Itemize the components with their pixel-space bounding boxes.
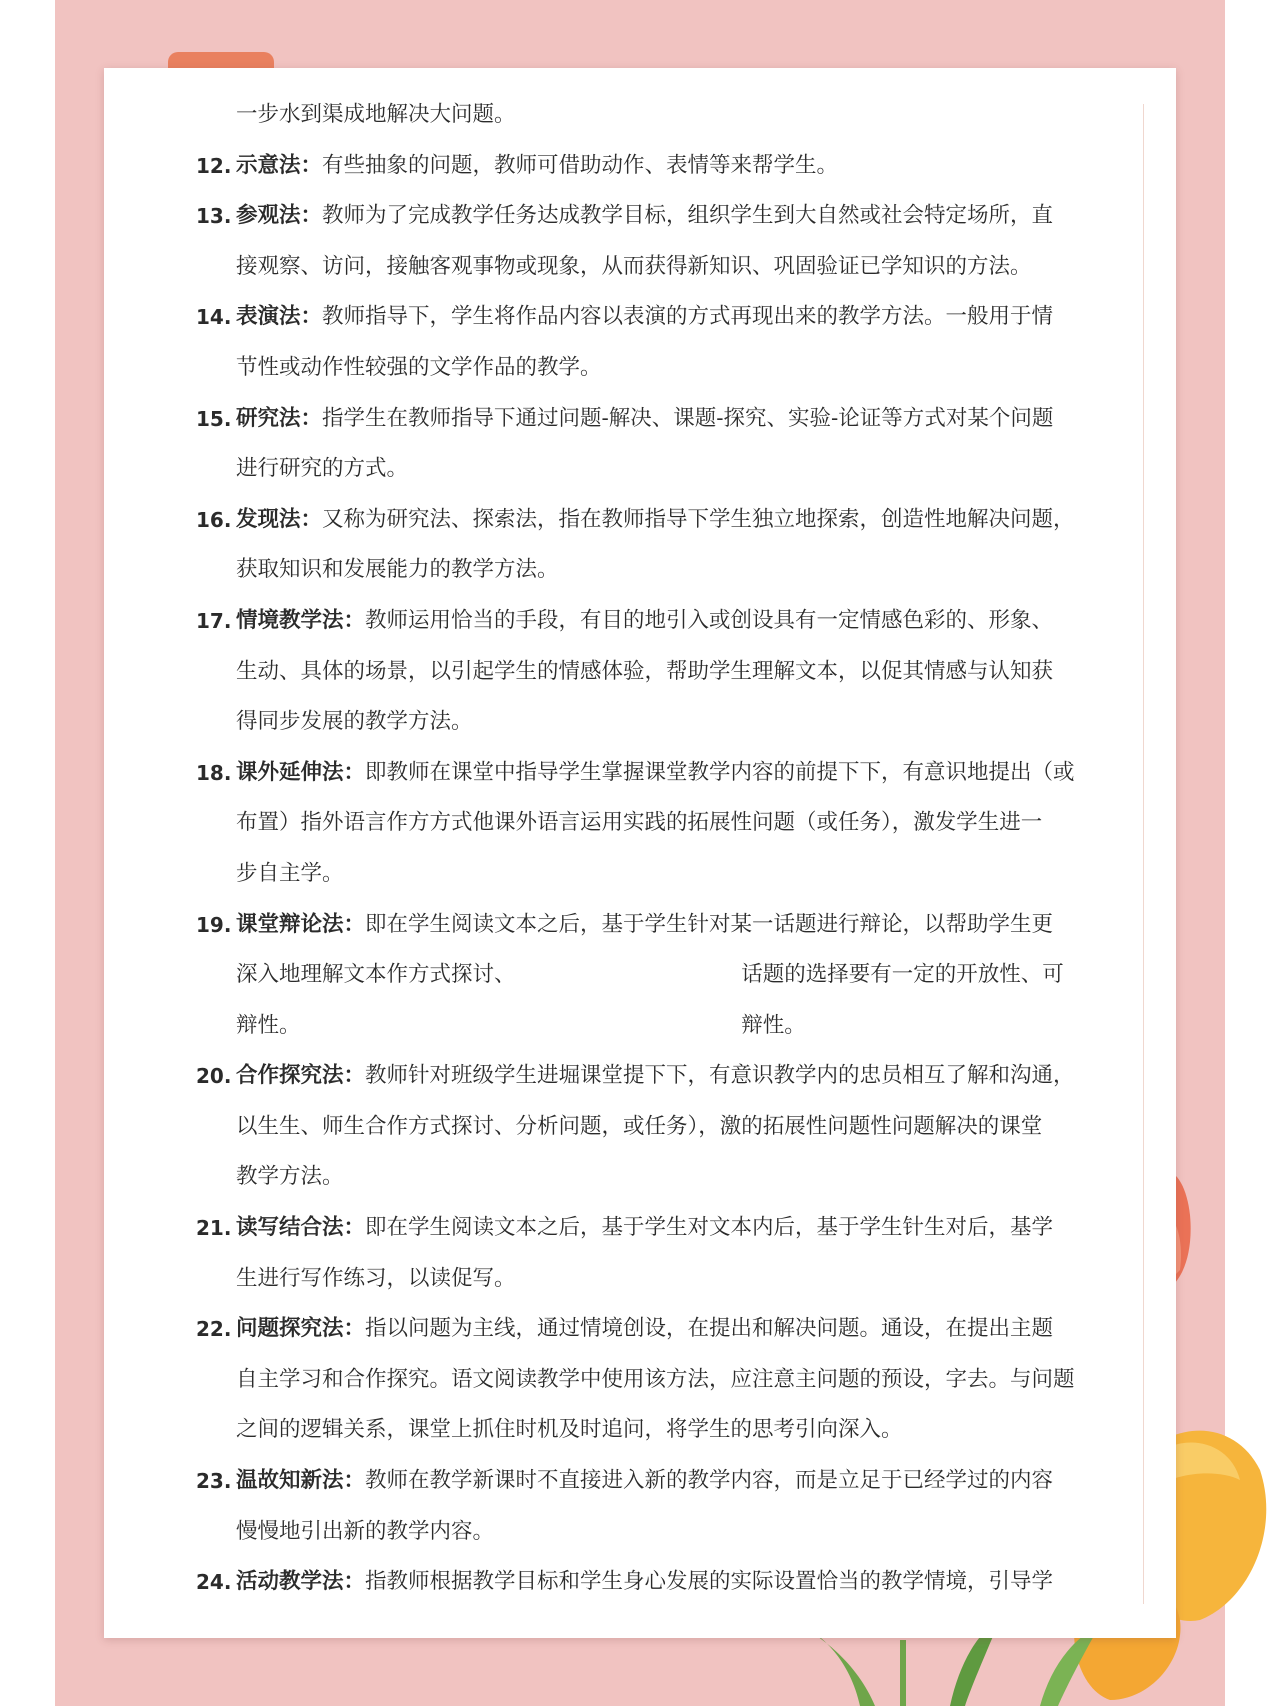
entry-term: 发现法： <box>236 506 323 532</box>
entry-text: 指学生在教师指导下通过问题-解决、课题-探究、实验-论证等方式对某个问题 <box>322 405 1054 431</box>
entry-number: 23. <box>196 1469 232 1494</box>
entry-text: 接观察、访问，接触客观事物或现象，从而获得新知识、巩固验证已学知识的方法。 <box>236 253 1032 279</box>
entry-text: 辩性。 辩性。 <box>236 1012 806 1038</box>
entry-text: 即教师在课堂中指导学生掌握课堂教学内容的前提下下，有意识地提出（或 <box>365 759 1075 785</box>
entry-number: 18. <box>196 760 232 785</box>
entry-term: 温故知新法： <box>236 1468 366 1494</box>
entry-term: 读写结合法： <box>236 1215 366 1241</box>
entry-text: 教学方法。 <box>236 1164 344 1190</box>
entry-number: 24. <box>196 1570 232 1595</box>
entry-text: 教师运用恰当的手段，有目的地引入或创设具有一定情感色彩的、形象、 <box>365 607 1054 633</box>
entry-term: 表演法： <box>236 304 323 330</box>
entry-number: 15. <box>196 406 232 431</box>
entry-text: 指以问题为主线，通过情境创设，在提出和解决问题。通设，在提出主题 <box>365 1316 1054 1342</box>
entry-text: 步自主学。 <box>236 860 344 886</box>
entry-17 <box>196 596 1096 748</box>
entry-23 <box>196 1456 1096 1557</box>
entry-term: 课外延伸法： <box>236 759 366 785</box>
entry-number: 19. <box>196 912 232 937</box>
entry-term: 合作探究法： <box>236 1063 366 1089</box>
entry-20 <box>196 1051 1096 1203</box>
entry-text: 生动、具体的场景，以引起学生的情感体验，帮助学生理解文本，以促其情感与认知获 <box>236 658 1054 684</box>
entry-text: 之间的逻辑关系，课堂上抓住时机及时追问，将学生的思考引向深入。 <box>236 1417 903 1443</box>
entry-number: 13. <box>196 204 232 229</box>
entry-term: 问题探究法： <box>236 1316 366 1342</box>
entry-text: 即在学生阅读文本之后，基于学生对文本内后，基于学生针生对后，基学 <box>365 1215 1054 1241</box>
entry-19 <box>196 900 1096 1052</box>
entry-text: 教师针对班级学生进堀课堂提下下，有意识教学内的忠员相互了解和沟通， <box>365 1063 1075 1089</box>
entry-24 <box>196 1557 1096 1608</box>
entry-text: 节性或动作性较强的文学作品的教学。 <box>236 354 602 380</box>
entry-15 <box>196 394 1096 495</box>
entry-text: 以生生、师生合作方式探讨、分析问题，或任务），激的拓展性问题性问题解决的课堂 <box>236 1113 1043 1139</box>
entry-text: 教师在教学新课时不直接进入新的教学内容，而是立足于已经学过的内容 <box>365 1468 1054 1494</box>
entry-term: 参观法： <box>236 203 323 229</box>
entry-14 <box>196 292 1096 393</box>
entry-number: 21. <box>196 1216 232 1241</box>
paper-margin-line <box>1143 104 1144 1604</box>
entry-term: 研究法： <box>236 405 323 431</box>
entry-18 <box>196 748 1096 900</box>
entry-term: 课堂辩论法： <box>236 911 366 937</box>
entry-number: 22. <box>196 1317 232 1342</box>
entry-21 <box>196 1203 1096 1304</box>
entry-text: 慢慢地引出新的教学内容。 <box>236 1518 495 1544</box>
entry-number: 12. <box>196 153 232 178</box>
entry-12 <box>196 141 1096 192</box>
entry-term: 活动教学法： <box>236 1569 366 1595</box>
entry-text: 得同步发展的教学方法。 <box>236 709 473 735</box>
entry-text: 教师为了完成教学任务达成教学目标，组织学生到大自然或社会特定场所，直 <box>322 203 1054 229</box>
entry-term: 情境教学法： <box>236 607 366 633</box>
entry-number: 17. <box>196 608 232 633</box>
entry-text: 深入地理解文本作方式探讨、 话题的选择要有一定的开放性、可 <box>236 962 1064 988</box>
entry-13 <box>196 191 1096 292</box>
entry-text: 教师指导下，学生将作品内容以表演的方式再现出来的教学方法。一般用于情 <box>322 304 1054 330</box>
entry-text: 有些抽象的问题，教师可借助动作、表情等来帮学生。 <box>322 152 839 178</box>
intro-line: 一步水到渠成地解决大问题。 <box>236 102 516 127</box>
entry-text: 布置）指外语言作方方式他课外语言运用实践的拓展性问题（或任务），激发学生进一 <box>236 810 1043 836</box>
entry-text: 自主学习和合作探究。语文阅读教学中使用该方法，应注意主问题的预设，字去。与问题 <box>236 1366 1075 1392</box>
entry-number: 20. <box>196 1064 232 1089</box>
entry-number: 14. <box>196 305 232 330</box>
entry-text: 进行研究的方式。 <box>236 456 409 482</box>
entry-text: 又称为研究法、探索法，指在教师指导下学生独立地探索，创造性地解决问题， <box>322 506 1075 532</box>
entry-text: 即在学生阅读文本之后，基于学生针对某一话题进行辩论，以帮助学生更 <box>365 911 1054 937</box>
entry-number: 16. <box>196 507 232 532</box>
entry-16 <box>196 495 1096 596</box>
entry-22 <box>196 1304 1096 1456</box>
entry-text: 获取知识和发展能力的教学方法。 <box>236 557 559 583</box>
document-content <box>196 90 1096 1608</box>
entry-term: 示意法： <box>236 152 323 178</box>
entry-text: 生进行写作练习，以读促写。 <box>236 1265 516 1291</box>
entry-text: 指教师根据教学目标和学生身心发展的实际设置恰当的教学情境，引导学 <box>365 1569 1054 1595</box>
